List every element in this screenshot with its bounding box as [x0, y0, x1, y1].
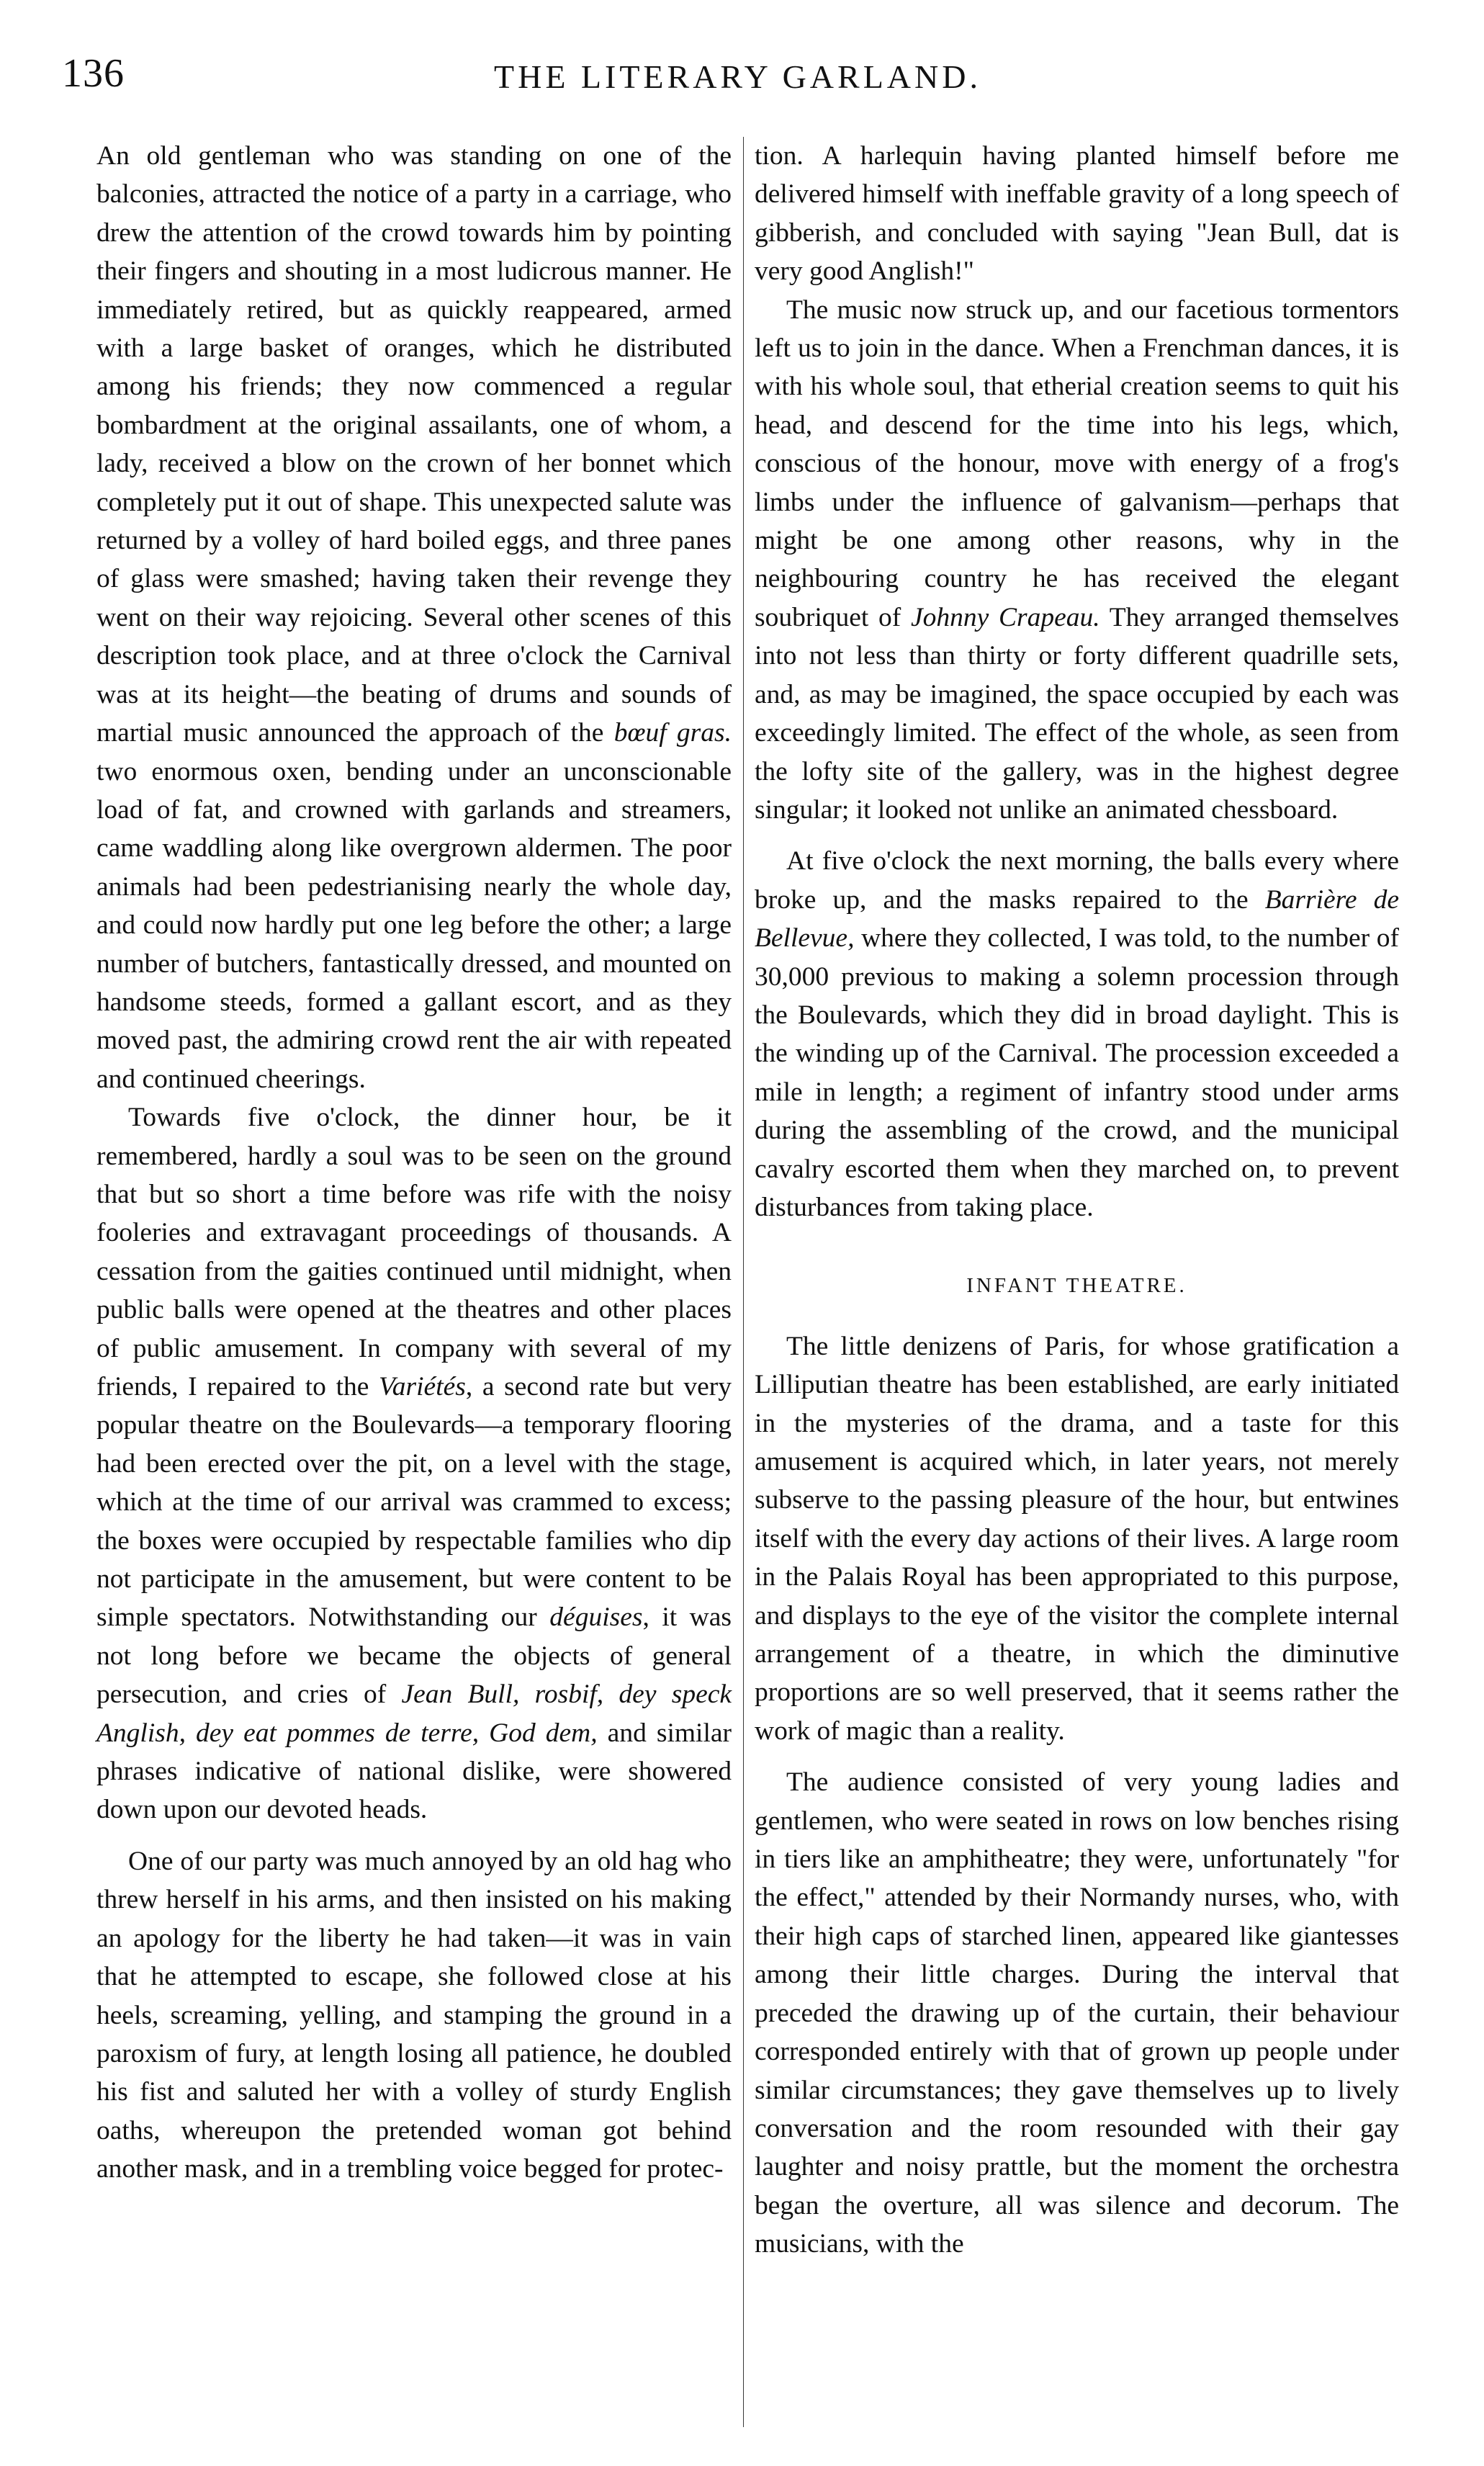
paragraph-text: The audience consisted of very young ladies and gentlemen, who were seated in rows on low benches rising in tiers like an amphitheatre; they were, unfortunately "for the effect," attended by their Normandy nurses, who, with their high caps of starched linen, appeared like giantesses among their little charges. During the interval that preceded the drawing up of the curtain, their behaviour corresponded entirely with that of grown up people under similar circumstances; they gave themselves up to lively conversation and the room resounded with their gay laughter and noisy prattle, but the moment the orchestra began the overture, all was silence and decorum. The musicians, with the — [755, 1767, 1399, 2259]
italic-phrase: Johnny Crapeau. — [911, 602, 1100, 632]
paragraph-audience — [755, 1763, 1399, 2263]
paragraph-text: , a second rate but very popular theatre on the Boulevards—a temporary flooring had been erected over the pit, on a level with the stage, which at the time of our arrival was crammed to excess; the boxes were occupied by respectable families who dip not participate in the amusement, but were content to be simple spectators. Notwithstanding our — [96, 1372, 732, 1633]
italic-phrase: bœuf gras. — [613, 718, 732, 748]
section-heading: INFANT THEATRE. — [966, 1274, 1187, 1298]
paragraph-text: tion. A harlequin having planted himself before me delivered himself with ineffable gravity of a long speech of gibberish, and concluded with saying "Jean Bull, dat is very good Anglish!" — [755, 141, 1399, 287]
running-title: THE LITERARY GARLAND. — [494, 58, 981, 95]
paragraph-text: The little denizens of Paris, for whose gratification a Lilliputian theatre has been established, are early initiated in the mysteries of the drama, and a taste for this amusement is acquired which, in later years, not merely subserve to the passing pleasure of the hour, but entwines itself with the every day actions of their lives. A large room in the Palais Royal has been appropriated to this purpose, and displays to the eye of the visitor the complete internal arrangement of a theatre, in which the diminutive proportions are so well preserved, that it seems rather the work of magic than a reality. — [755, 1331, 1399, 1746]
paragraph-text: , it was not long before we became the objects of general persecution, and cries of — [96, 1602, 732, 1710]
paragraph-lilliputian-theatre — [755, 1327, 1399, 1750]
column-divider — [743, 137, 744, 2427]
paragraph-text: Towards five o'clock, the dinner hour, be it remembered, hardly a soul was to be seen on the ground that but so short a time before was rife with the noisy fooleries and extravagant proceedings of thousands. A cessation from the gaities continued until midnight, when public balls were opened at the theatres and other places of public amusement. In company with several of my friends, I repaired to the — [96, 1103, 732, 1402]
italic-phrase: Variétés — [379, 1372, 466, 1402]
paragraph-text: At five o'clock the next morning, the balls every where broke up, and the masks repaired to the — [755, 846, 1399, 915]
paragraph-text: They arranged themselves into not less than thirty or forty different quadrille sets, and, as may be imagined, the space occupied by each was exceedingly limited. The effect of the whole, as seen from the lofty site of the gallery, was in the highest degree singular; it looked not unlike an animated chessboard. — [755, 602, 1399, 825]
paragraph-carnival-oranges — [96, 137, 732, 1098]
paragraph-text: An old gentleman who was standing on one of the balconies, attracted the notice of a party in a carriage, who drew the attention of the crowd towards him by pointing their fingers and shouting in a most ludicrous manner. He immediately retired, but as quickly reappeared, armed with a large basket of oranges, which he distributed among his friends; they now commenced a regular bombardment at the original assailants, one of whom, a lady, received a blow on the crown of her bonnet which completely put it out of shape. This unexpected salute was returned by a volley of hard boiled eggs, and three panes of glass were smashed; having taken their revenge they went on their way rejoicing. Several other scenes of this description took place, and at three o'clock the Carnival was at its height—the beating of drums and sounds of martial music announced the approach of the — [96, 141, 732, 748]
paragraph-dance — [755, 291, 1399, 830]
right-column — [755, 137, 1399, 2264]
paragraph-text: two enormous oxen, bending under an unconscionable load of fat, and crowned with garlands and streamers, came waddling along like overgrown aldermen. The poor animals had been pedestrianising nearly the whole day, and could now hardly put one leg before the other; a large number of butchers, fantastically dressed, and mounted on handsome steeds, formed a gallant escort, and as they moved past, the admiring crowd rent the air with repeated and continued cheerings. — [96, 756, 732, 1094]
left-column — [96, 137, 732, 2189]
paragraph-text: and similar phrases indicative of national dislike, were showered down upon our devoted heads. — [96, 1718, 732, 1825]
paragraph-midnight-balls — [96, 1098, 732, 1829]
page-header — [62, 50, 1430, 108]
paragraph-procession — [755, 842, 1399, 1227]
italic-phrase: Barrière de Bellevue, — [755, 884, 1399, 954]
italic-phrase: déguises — [549, 1602, 643, 1633]
paragraph-harlequin — [755, 137, 1399, 291]
paragraph-old-hag — [96, 1842, 732, 2189]
paragraph-text: One of our party was much annoyed by an old hag who threw herself in his arms, and then insisted on his making an apology for the liberty he had taken—it was in vain that he attempted to escape, she followed close at his heels, screaming, yelling, and stamping the ground in a paroxism of fury, at length losing all patience, he doubled his fist and saluted her with a volley of sturdy English oaths, whereupon the pretended woman got behind another mask, and in a trembling voice begged for protec- — [96, 1846, 732, 2184]
paragraph-text: where they collected, I was told, to the number of 30,000 previous to making a solemn procession through the Boulevards, which they did in broad daylight. This is the winding up of the Carnival. The procession exceeded a mile in length; a regiment of infantry stood under arms during the assembling of the crowd, and the municipal cavalry escorted them when they marched on, to prevent disturbances from taking place. — [755, 923, 1399, 1222]
page-number: 136 — [62, 51, 125, 96]
italic-phrase: Jean Bull, rosbif, dey speck Anglish, dey eat pommes de terre, God dem, — [96, 1680, 732, 1748]
paragraph-text: The music now struck up, and our facetious tormentors left us to join in the dance. When a Frenchman dances, it is with his whole soul, that etherial creation seems to quit his head, and descend for the time into his legs, which, conscious of the honour, move with energy of a frog's limbs under the influence of galvanism—perhaps that might be one among other reasons, why in the neighbouring country he has received the elegant soubriquet of — [755, 295, 1399, 632]
